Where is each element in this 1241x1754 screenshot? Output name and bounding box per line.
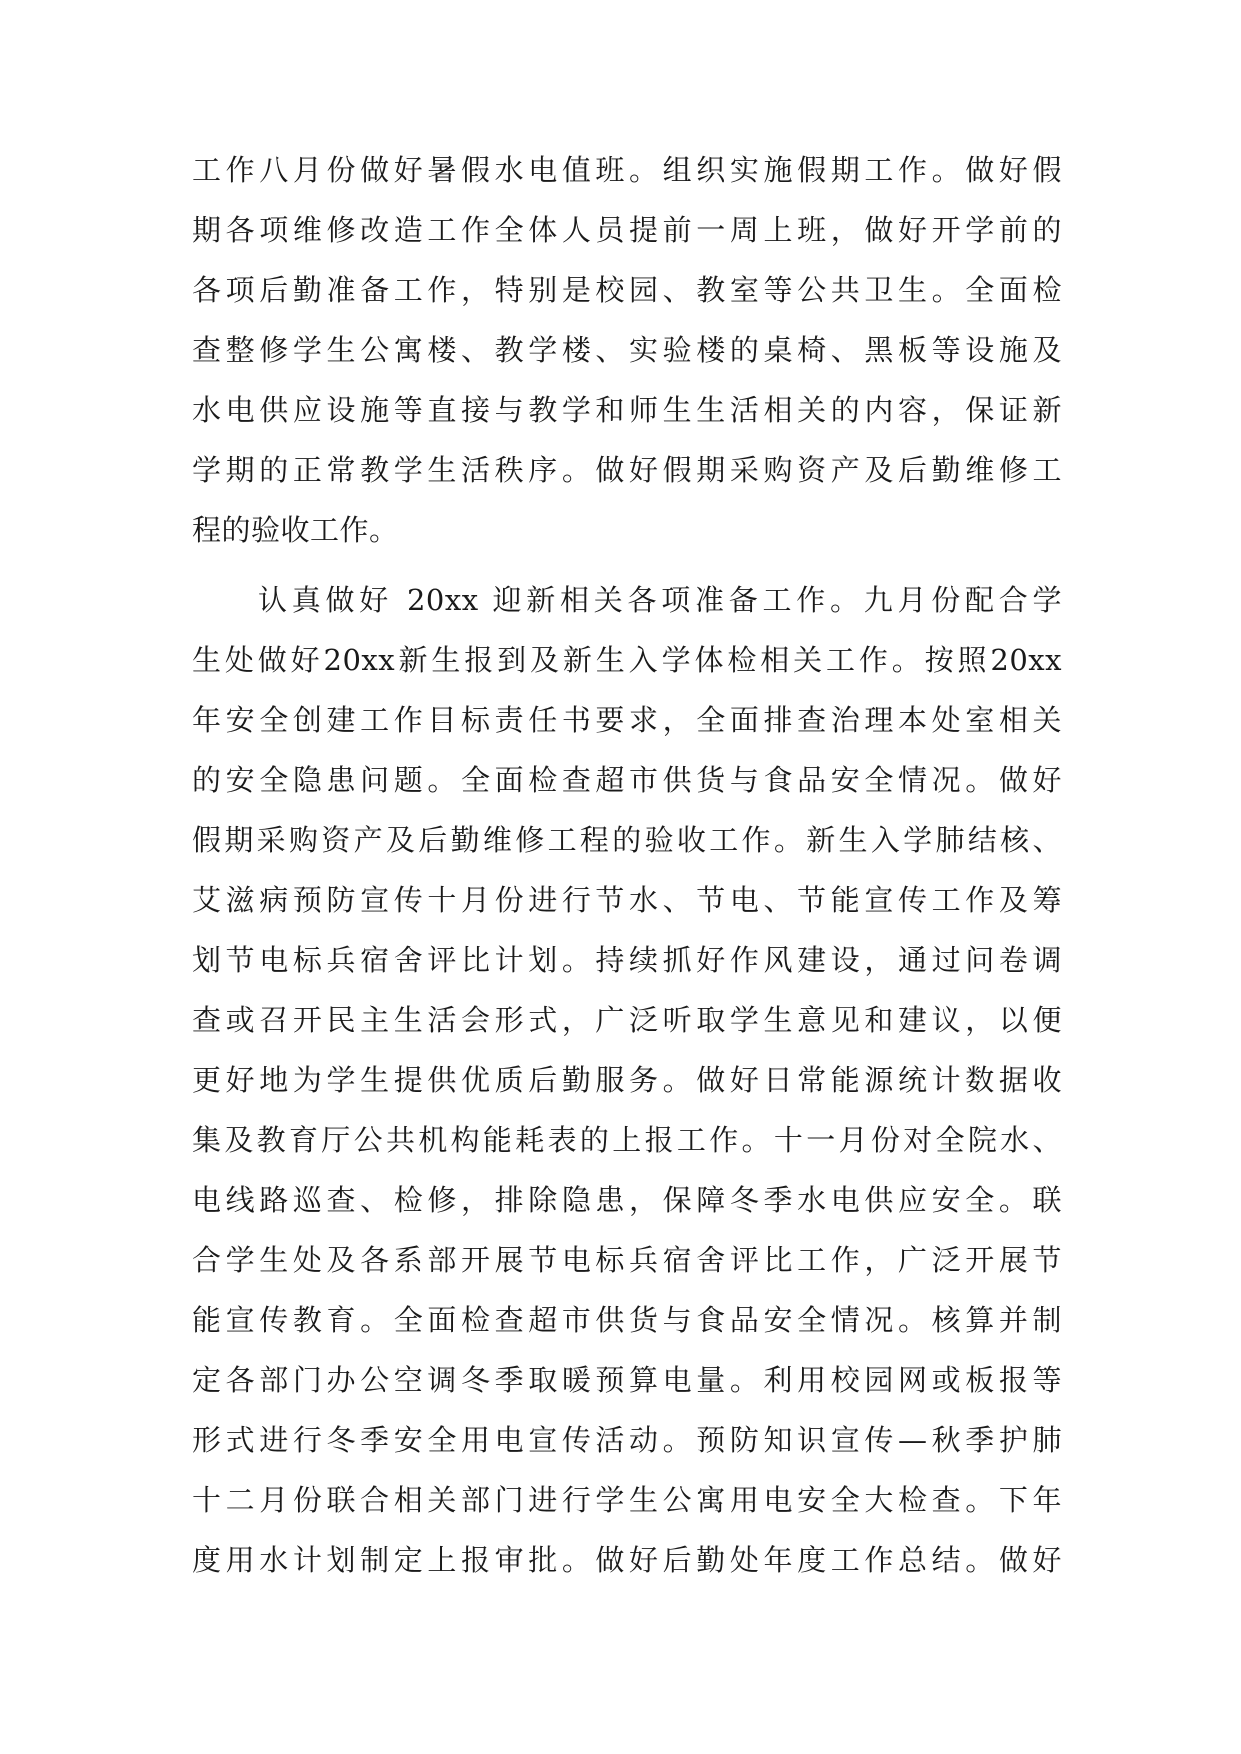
text-line: 程的验收工作。 — [192, 513, 399, 547]
text-line: 定各部门办公空调冬季取暖预算电量。利用校园网或板报等 — [192, 1363, 1062, 1397]
text-line: 认真做好 20xx 迎新相关各项准备工作。九月份配合学 — [258, 583, 1062, 617]
text-line: 度用水计划制定上报审批。做好后勤处年度工作总结。做好 — [192, 1543, 1062, 1577]
text-line: 工作八月份做好暑假水电值班。组织实施假期工作。做好假 — [192, 153, 1062, 187]
text-line: 的安全隐患问题。全面检查超市供货与食品安全情况。做好 — [192, 763, 1062, 797]
text-line: 十二月份联合相关部门进行学生公寓用电安全大检查。下年 — [192, 1483, 1062, 1517]
text-line: 年安全创建工作目标责任书要求，全面排查治理本处室相关 — [192, 703, 1062, 737]
paragraph-spacer — [192, 560, 1062, 570]
paragraph-1 — [192, 140, 1062, 560]
paragraph-2 — [192, 570, 1062, 1590]
text-line: 电线路巡查、检修，排除隐患，保障冬季水电供应安全。联 — [192, 1183, 1062, 1217]
document-body — [192, 140, 1062, 1590]
text-line: 划节电标兵宿舍评比计划。持续抓好作风建设，通过问卷调 — [192, 943, 1062, 977]
text-line: 各项后勤准备工作，特别是校园、教室等公共卫生。全面检 — [192, 273, 1062, 307]
text-line: 合学生处及各系部开展节电标兵宿舍评比工作，广泛开展节 — [192, 1243, 1062, 1277]
text-line: 艾滋病预防宣传十月份进行节水、节电、节能宣传工作及筹 — [192, 883, 1062, 917]
text-line: 集及教育厅公共机构能耗表的上报工作。十一月份对全院水、 — [192, 1123, 1062, 1157]
text-line: 期各项维修改造工作全体人员提前一周上班，做好开学前的 — [192, 213, 1062, 247]
text-line: 水电供应设施等直接与教学和师生生活相关的内容，保证新 — [192, 393, 1062, 427]
text-line: 学期的正常教学生活秩序。做好假期采购资产及后勤维修工 — [192, 453, 1062, 487]
text-line: 形式进行冬季安全用电宣传活动。预防知识宣传—秋季护肺 — [192, 1423, 1062, 1457]
text-line: 查或召开民主生活会形式，广泛听取学生意见和建议，以便 — [192, 1003, 1062, 1037]
text-line: 假期采购资产及后勤维修工程的验收工作。新生入学肺结核、 — [192, 823, 1062, 857]
text-line: 更好地为学生提供优质后勤服务。做好日常能源统计数据收 — [192, 1063, 1062, 1097]
text-line: 能宣传教育。全面检查超市供货与食品安全情况。核算并制 — [192, 1303, 1062, 1337]
text-line: 查整修学生公寓楼、教学楼、实验楼的桌椅、黑板等设施及 — [192, 333, 1062, 367]
text-line: 生处做好20xx新生报到及新生入学体检相关工作。按照20xx — [192, 643, 1062, 677]
